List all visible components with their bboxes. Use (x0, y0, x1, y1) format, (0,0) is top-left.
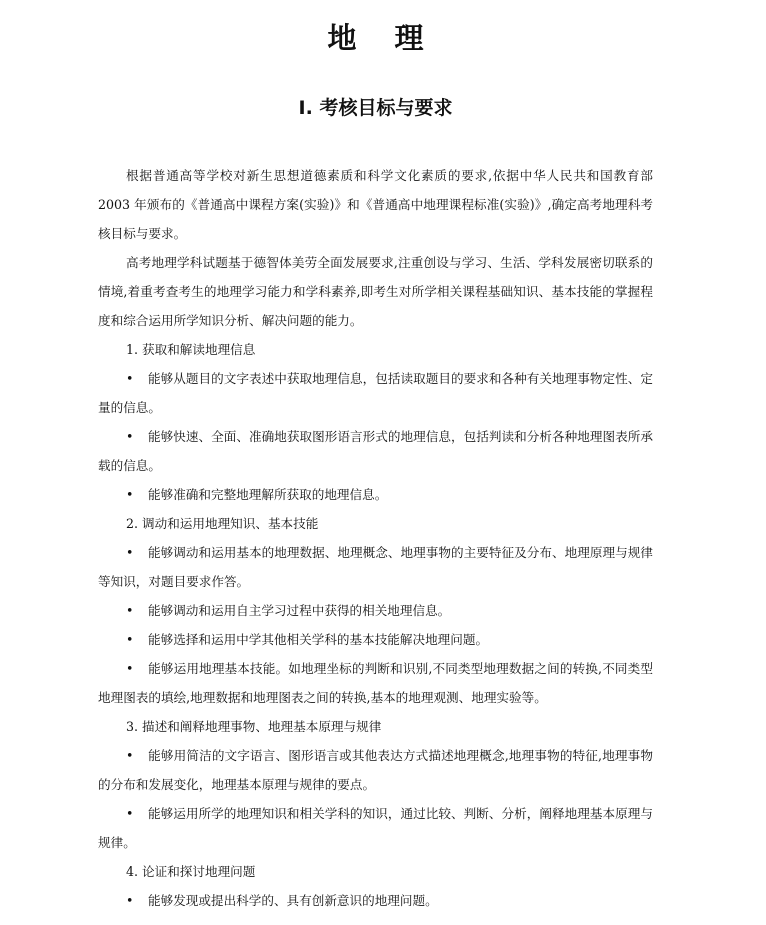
subsection-heading-1: 1. 获取和解读地理信息 (126, 342, 256, 357)
bullet-symbol: • (126, 603, 134, 618)
document-title: 地 理 (327, 21, 438, 55)
bullet-item (98, 886, 653, 915)
subsection-heading-4: 4. 论证和探讨地理问题 (126, 864, 256, 879)
intro-paragraph-1: 根据普通高等学校对新生思想道德素质和科学文化素质的要求,依据中华人民共和国教育部 2003 年颁布的《普通高中课程方案(实验)》和《普通高中地理课程标准(实验)》,确定高考地理科考核目标与要求。 (98, 168, 653, 241)
bullet-item (98, 741, 653, 799)
spacer (98, 145, 653, 161)
bullet-item (98, 625, 653, 654)
bullet-symbol: • (126, 893, 134, 908)
bullet-text: 能够运用所学的地理知识和相关学科的知识，通过比较、判断、分析，阐释地理基本原理与规律。 (98, 806, 653, 850)
bullet-text: 能够准确和完整地理解所获取的地理信息。 (148, 487, 388, 502)
bullet-text: 能够调动和运用自主学习过程中获得的相关地理信息。 (148, 603, 451, 618)
bullet-symbol: • (126, 661, 134, 676)
bullet-item (98, 799, 653, 857)
bullet-text: 能够运用地理基本技能。如地理坐标的判断和识别,不同类型地理数据之间的转换,不同类型地理图表的填绘,地理数据和地理图表之间的转换,基本的地理观测、地理实验等。 (98, 661, 653, 705)
bullet-item (98, 480, 653, 509)
bullet-symbol: • (126, 487, 134, 502)
bullet-item (98, 596, 653, 625)
bullet-text: 能够从题目的文字表述中获取地理信息，包括读取题目的要求和各种有关地理事物定性、定量的信息。 (98, 371, 653, 415)
bullet-text: 能够快速、全面、准确地获取图形语言形式的地理信息，包括判读和分析各种地理图表所承载的信息。 (98, 429, 653, 473)
subsection-heading-2: 2. 调动和运用地理知识、基本技能 (126, 516, 319, 531)
intro-paragraph-2: 高考地理学科试题基于德智体美劳全面发展要求,注重创设与学习、生活、学科发展密切联系的情境,着重考查考生的地理学习能力和学科素养,即考生对所学相关课程基础知识、基本技能的掌握程度和综合运用所学知识分析、解决问题的能力。 (98, 255, 653, 328)
bullet-symbol: • (126, 429, 134, 444)
bullet-text: 能够用简洁的文字语言、图形语言或其他表达方式描述地理概念,地理事物的特征,地理事物的分布和发展变化，地理基本原理与规律的要点。 (98, 748, 653, 792)
bullet-symbol: • (126, 371, 134, 386)
bullet-symbol: • (126, 545, 134, 560)
bullet-text: 能够发现或提出科学的、具有创新意识的地理问题。 (148, 893, 438, 908)
subsection-heading-3: 3. 描述和阐释地理事物、地理基本原理与规律 (126, 719, 382, 734)
bullet-item (98, 654, 653, 712)
bullet-item (98, 538, 653, 596)
document-body (98, 161, 653, 915)
section-title: Ⅰ. 考核目标与要求 (298, 97, 453, 119)
bullet-item (98, 422, 653, 480)
bullet-symbol: • (126, 748, 134, 763)
bullet-symbol: • (126, 806, 134, 821)
bullet-text: 能够选择和运用中学其他相关学科的基本技能解决地理问题。 (148, 632, 489, 647)
bullet-text: 能够调动和运用基本的地理数据、地理概念、地理事物的主要特征及分布、地理原理与规律等知识，对题目要求作答。 (98, 545, 653, 589)
bullet-symbol: • (126, 632, 134, 647)
bullet-item (98, 364, 653, 422)
